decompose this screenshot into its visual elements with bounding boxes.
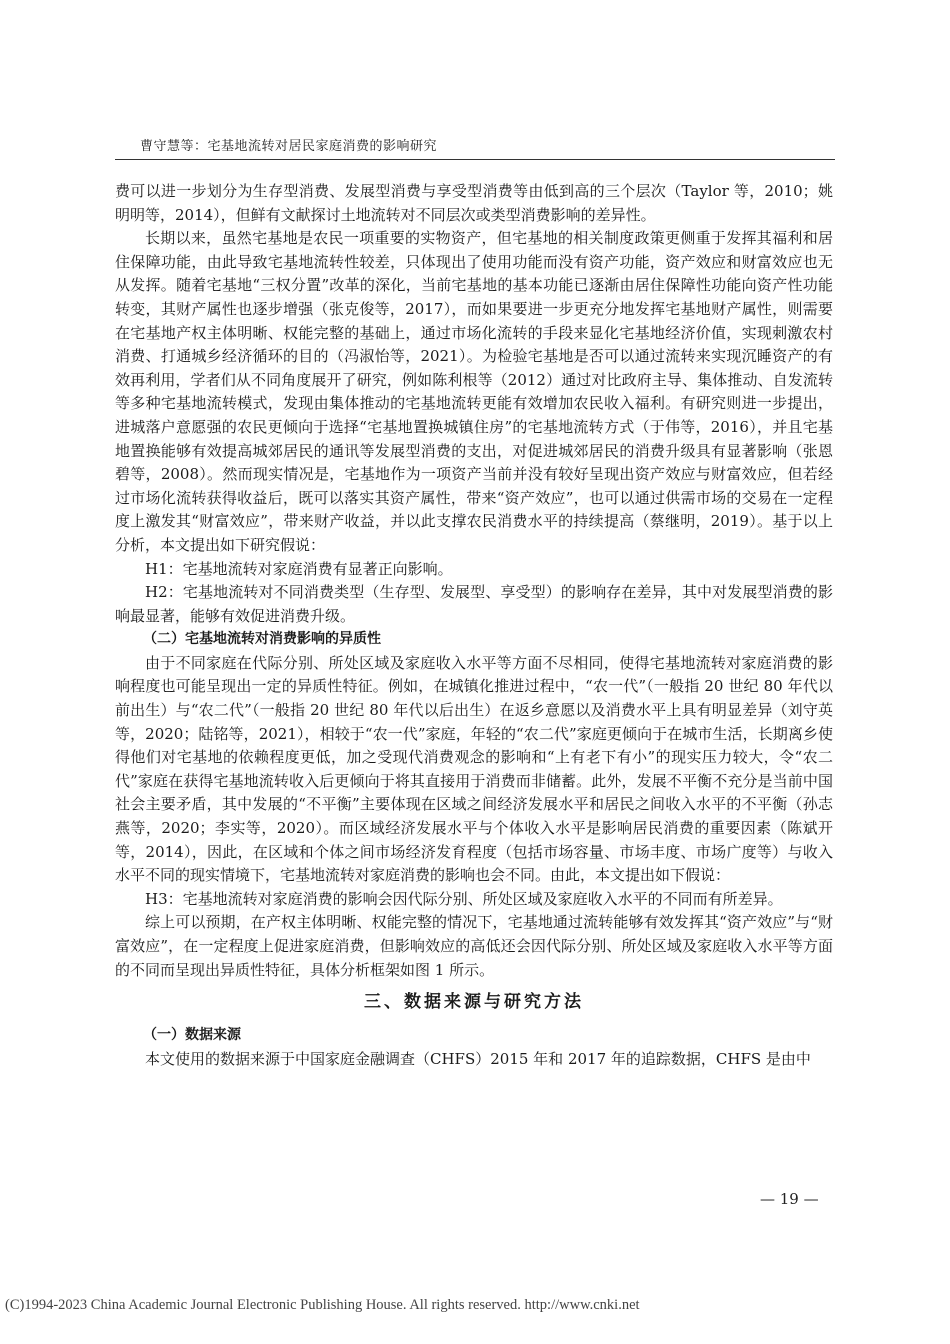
page-number: — 19 —	[760, 1190, 819, 1208]
paragraph-continued: 费可以进一步划分为生存型消费、发展型消费与享受型消费等由低到高的三个层次（Taylor 等，2010；姚明明等，2014），但鲜有文献探讨土地流转对不同层次或类型消费影响的差异性。	[115, 182, 833, 224]
paragraph-homestead-background: 长期以来，虽然宅基地是农民一项重要的实物资产，但宅基地的相关制度政策更侧重于发挥其福利和居住保障功能，由此导致宅基地流转性较差，只体现出了使用功能而没有资产功能，资产效应和财富效应也无从发挥。随着宅基地“三权分置”改革的深化，当前宅基地的基本功能已逐渐由居住保障性功能向资产性功能转变，其财产属性也逐步增强（张克俊等，2017），而如果要进一步更充分地发挥宅基地财产属性，则需要在宅基地产权主体明晰、权能完整的基础上，通过市场化流转的手段来显化宅基地经济价值，实现刺激农村消费、打通城乡经济循环的目的（冯淑怡等，2021）。为检验宅基地是否可以通过流转来实现沉睡资产的有效再利用，学者们从不同角度展开了研究，例如陈利根等（2012）通过对比政府主导、集体推动、自发流转等多种宅基地流转模式，发现由集体推动的宅基地流转更能有效增加农民收入福利。有研究则进一步提出，进城落户意愿强的农民更倾向于选择“宅基地置换城镇住房”的宅基地流转方式（于伟等，2016），并且宅基地置换能够有效提高城郊居民的通讯等发展型消费的支出，对促进城郊居民的消费升级具有显著影响（张恩碧等，2008）。然而现实情况是，宅基地作为一项资产当前并没有较好呈现出资产效应与财富效应，但若经过市场化流转获得收益后，既可以落实其资产属性，带来“资产效应”，也可以通过供需市场的交易在一定程度上激发其“财富效应”，带来财产收益，并以此支撑农民消费水平的持续提高（蔡继明，2019）。基于以上分析，本文提出如下研究假说：	[115, 229, 833, 554]
hypothesis-h1: H1：宅基地流转对家庭消费有显著正向影响。	[145, 559, 453, 578]
article-body	[115, 180, 833, 1071]
header-rule	[115, 159, 835, 160]
paragraph-summary: 综上可以预期，在产权主体明晰、权能完整的情况下，宅基地通过流转能够有效发挥其“资产效应”与“财富效应”，在一定程度上促进家庭消费，但影响效应的高低还会因代际分别、所处区域及家庭收入水平等方面的不同而呈现出异质性特征，具体分析框架如图 1 所示。	[115, 913, 833, 979]
copyright-line: (C)1994-2023 China Academic Journal Electronic Publishing House. All rights reserved. http://www.cnki.net	[5, 1297, 640, 1313]
subheading-data-source: （一）数据来源	[143, 1027, 241, 1044]
hypothesis-h3: H3：宅基地流转对家庭消费的影响会因代际分别、所处区域及家庭收入水平的不同而有所差异。	[145, 889, 783, 908]
paragraph-heterogeneity: 由于不同家庭在代际分别、所处区域及家庭收入水平等方面不尽相同，使得宅基地流转对家庭消费的影响程度也可能呈现出一定的异质性特征。例如，在城镇化推进过程中，“农一代”（一般指 20 世纪 80 年代以前出生）与“农二代”（一般指 20 世纪 80 年代以后出生）在返乡意愿以及消费水平上具有明显差异（刘守英等，2020；陆铭等，2021），相较于“农一代”家庭，年轻的“农二代”家庭更倾向于在城市生活，长期离乡使得他们对宅基地的依赖程度更低，加之受现代消费观念的影响和“上有老下有小”的现实压力较大，令“农二代”家庭在获得宅基地流转收入后更倾向于将其直接用于消费而非储蓄。此外，发展不平衡不充分是当前中国社会主要矛盾，其中发展的“不平衡”主要体现在区域之间经济发展水平和居民之间收入水平的不平衡（孙志燕等，2020；李实等，2020）。而区域经济发展水平与个体收入水平是影响居民消费的重要因素（陈斌开等，2014），因此，在区域和个体之间市场经济发育程度（包括市场容量、市场丰度、市场广度等）与收入水平不同的现实情境下，宅基地流转对家庭消费的影响也会不同。由此，本文提出如下假说：	[115, 653, 833, 885]
subheading-heterogeneity: （二）宅基地流转对消费影响的异质性	[143, 631, 381, 648]
running-head: 曹守慧等：宅基地流转对居民家庭消费的影响研究	[140, 139, 438, 154]
hypothesis-h2: H2：宅基地流转对不同消费类型（生存型、发展型、享受型）的影响存在差异，其中对发展型消费的影响最显著，能够有效促进消费升级。	[115, 583, 833, 625]
paragraph-data-source: 本文使用的数据来源于中国家庭金融调查（CHFS）2015 年和 2017 年的追踪数据，CHFS 是由中	[145, 1049, 811, 1068]
section-title-data-methods: 三、数据来源与研究方法	[364, 992, 584, 1013]
